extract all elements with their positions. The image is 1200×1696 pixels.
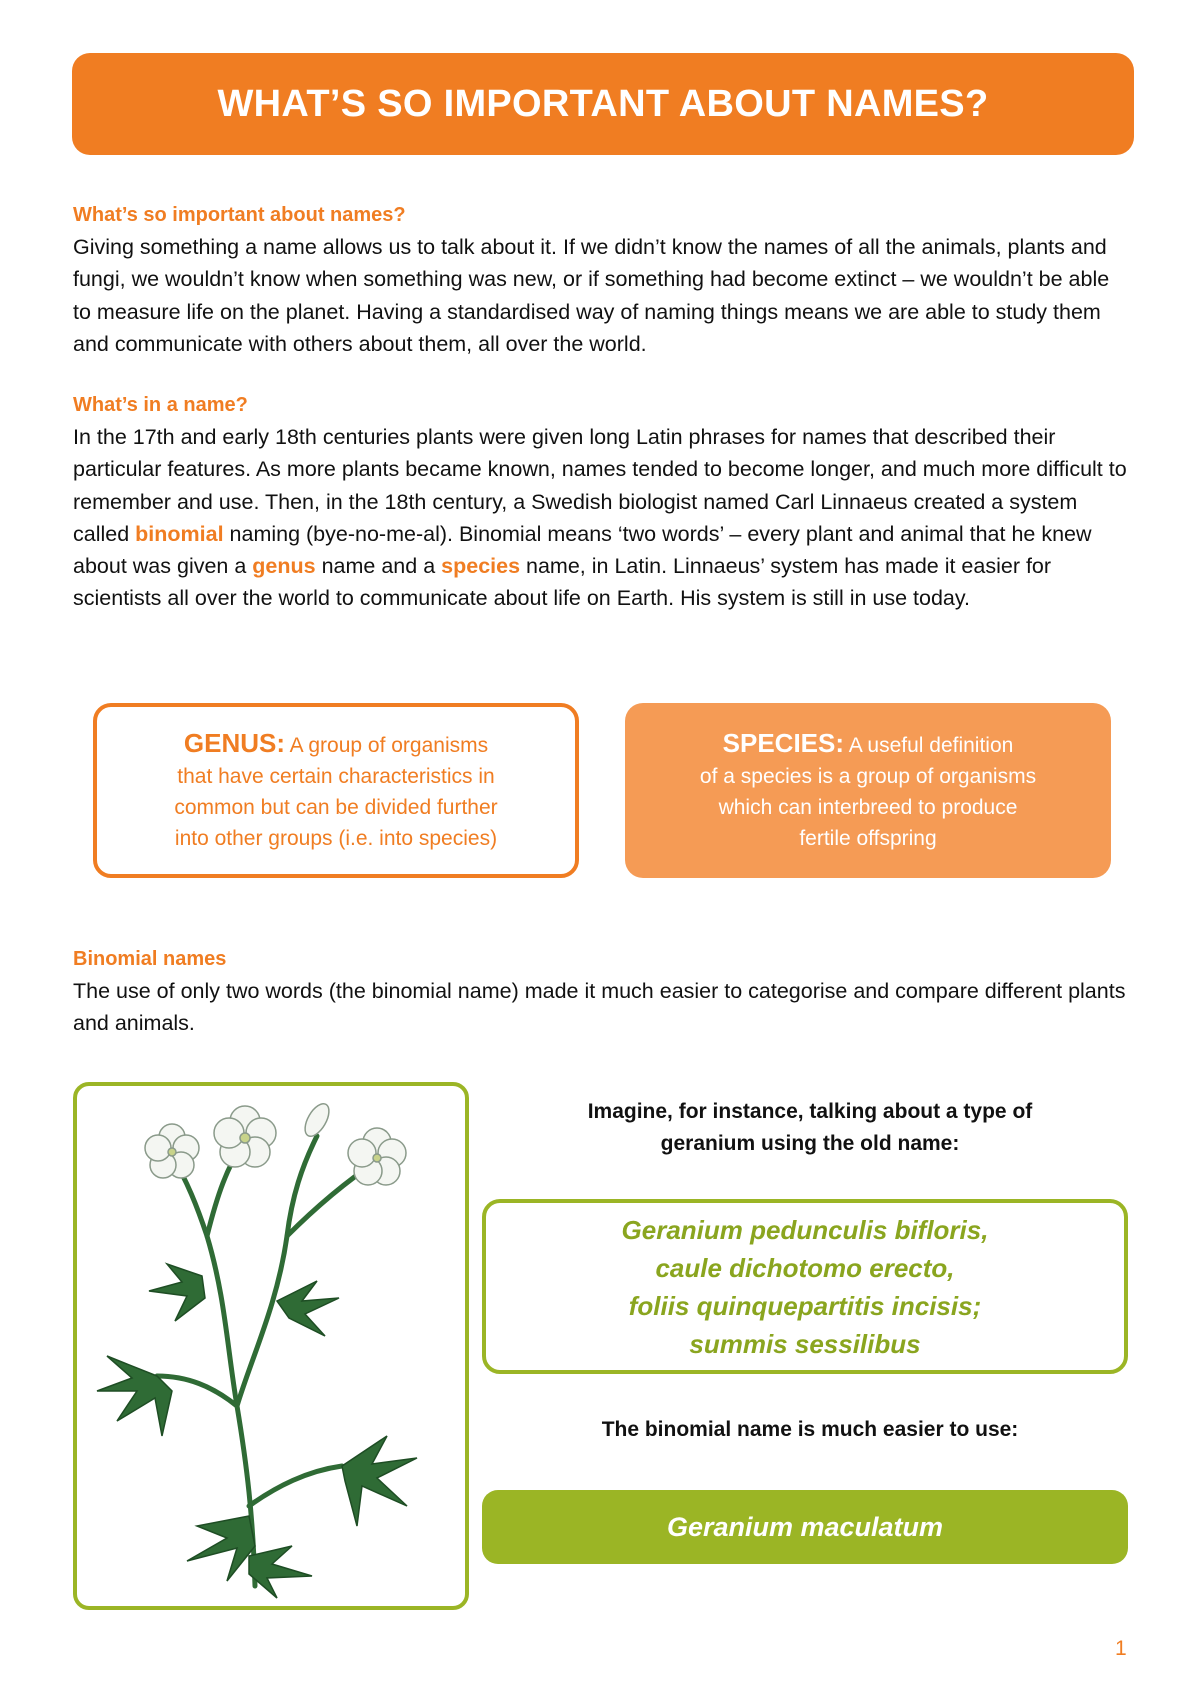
binomial-name: Geranium maculatum <box>666 1511 944 1542</box>
geranium-illustration <box>77 1086 465 1606</box>
section-body: Giving something a name allows us to talk about it. If we didn’t know the names of all the animals, plants and fungi, we wouldn’t know when something was new, or if something had become extinct – we wouldn’t be able to measure life on the planet. Having a standardised way of naming things means we are able to study them and communicate with others about them, all over the world. <box>73 235 1110 356</box>
old-name-line-3: foliis quinquepartitis incisis; <box>628 1290 982 1321</box>
term-species: species <box>441 554 521 579</box>
geranium-illustration-frame <box>73 1082 469 1610</box>
old-name-line-4: summis sessilibus <box>689 1328 921 1359</box>
genus-line-4: into other groups (i.e. into species) <box>174 826 498 850</box>
genus-definition-box <box>93 703 579 878</box>
binomial-name-box <box>482 1490 1128 1564</box>
genus-term: GENUS: <box>183 727 285 758</box>
genus-text: A group of organisms <box>285 733 489 757</box>
old-name-line-2: caule dichotomo erecto, <box>655 1252 955 1283</box>
imagine-text <box>500 1096 1120 1160</box>
section-names-importance <box>73 199 1133 360</box>
body-text: name, in Latin. Linnaeus’ system has made it easier for scientists all over the world to communicate about life on Earth. His system is still in use today. <box>73 554 1052 611</box>
species-line-3: which can interbreed to produce <box>718 795 1018 819</box>
page-number: 1 <box>1115 1637 1127 1660</box>
term-genus: genus <box>252 554 316 579</box>
title-banner <box>72 53 1134 155</box>
section-body: The use of only two words (the binomial name) made it much easier to categorise and compare different plants and animals. <box>73 979 1126 1036</box>
section-whats-in-a-name <box>73 389 1133 615</box>
species-definition-box <box>625 703 1111 878</box>
old-name-box <box>482 1199 1128 1374</box>
section-body <box>73 421 1133 615</box>
term-binomial: binomial <box>135 521 224 546</box>
genus-line-1 <box>97 728 575 761</box>
easier-text: The binomial name is much easier to use: <box>601 1418 1019 1441</box>
species-line-4: fertile offspring <box>799 826 937 850</box>
section-heading: What’s in a name? <box>73 394 248 416</box>
old-name-line-1: Geranium pedunculis bifloris, <box>621 1214 989 1245</box>
species-line-2: of a species is a group of organisms <box>699 764 1037 788</box>
genus-line-2: that have certain characteristics in <box>177 764 495 788</box>
page-title: WHAT’S SO IMPORTANT ABOUT NAMES? <box>217 82 989 125</box>
section-heading: Binomial names <box>73 948 227 970</box>
imagine-line-2: geranium using the old name: <box>660 1132 960 1155</box>
section-binomial-names <box>73 943 1133 1040</box>
species-line-1 <box>625 728 1111 761</box>
imagine-line-1: Imagine, for instance, talking about a type of <box>587 1100 1033 1123</box>
genus-line-3: common but can be divided further <box>174 795 498 819</box>
body-text: naming (bye-no-me-al). Binomial means ‘two words’ – every plant and animal that he knew about was given a <box>73 521 1092 579</box>
species-term: SPECIES: <box>722 727 845 758</box>
section-heading: What’s so important about names? <box>73 204 406 226</box>
body-text: In the 17th and early 18th centuries plants were given long Latin phrases for names that described their particular features. As more plants became known, names tended to become longer, and much more difficult to remember and use. Then, in the 18th century, a Swedish biologist named Carl Linnaeus created a system called <box>73 425 1127 546</box>
species-text: A useful definition <box>844 733 1014 757</box>
body-text: name and a <box>315 554 442 579</box>
